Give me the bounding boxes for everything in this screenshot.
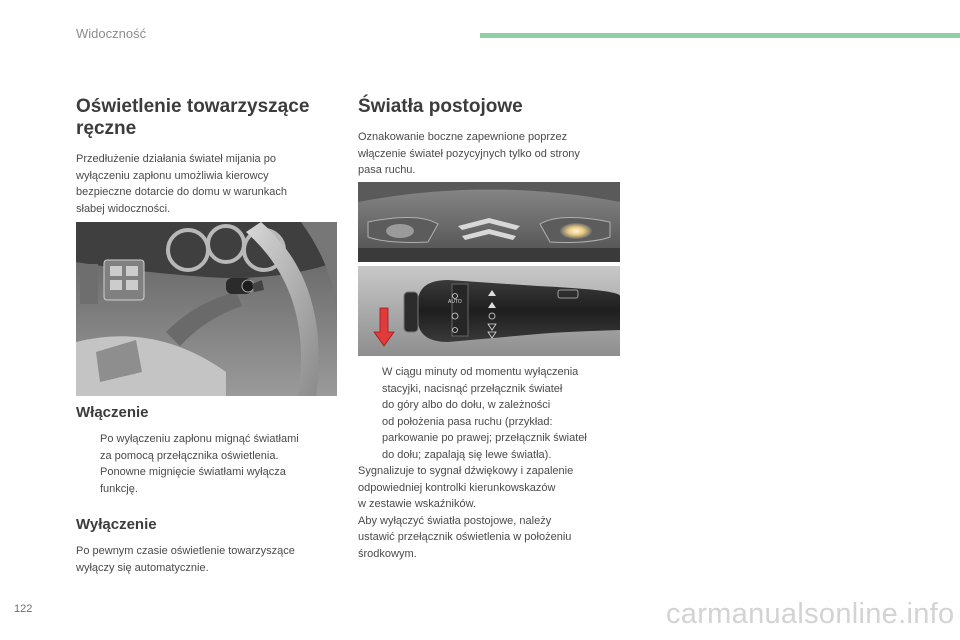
- dashboard-illustration: [76, 222, 337, 396]
- parking-lights-body: Sygnalizuje to sygnał dźwiękowy i zapalenie odpowiedniej kontrolki kierunkowskazów w zestawie wskaźników. Aby wyłączyć światła postojowe, należy ustawić przełącznik oświetlenia w położeniu środkowym.: [358, 465, 574, 560]
- activation-heading: Włączenie: [76, 404, 149, 421]
- lighting-stalk-illustration: [358, 266, 620, 356]
- parking-lights-title: Światła postojowe: [358, 96, 523, 117]
- companion-lighting-title-line2: ręczne: [76, 118, 137, 139]
- parking-lights-instructions: [358, 364, 622, 562]
- activation-section: [76, 404, 340, 497]
- companion-lighting-intro: Przedłużenie działania świateł mijania po wyłączeniu zapłonu umożliwia kierowcy bezpieczne dotarcie do domu w warunkach słabej widoczności.: [76, 153, 287, 215]
- header-accent-bar: [480, 33, 960, 38]
- deactivation-text: Po pewnym czasie oświetlenie towarzyszące wyłączy się automatycznie.: [76, 545, 295, 574]
- right-column: [358, 96, 622, 179]
- page-number: 122: [14, 603, 33, 615]
- section-title: Widoczność: [76, 26, 147, 41]
- parking-lights-bullet: W ciągu minuty od momentu wyłączenia stacyjki, nacisnąć przełącznik świateł do góry albo do dołu, w zależności od położenia pasa ruchu (przykład: parkowanie po prawej; przełącznik świateł do dołu; zapalają się lewe światła).: [382, 366, 587, 461]
- deactivation-section: [76, 516, 340, 576]
- activation-bullet-1: Po wyłączeniu zapłonu mignąć światłami za pomocą przełącznika oświetlenia.: [100, 433, 299, 462]
- deactivation-heading: Wyłączenie: [76, 516, 157, 533]
- companion-lighting-title: [76, 96, 340, 140]
- parking-lights-intro: Oznakowanie boczne zapewnione poprzez włączenie świateł pozycyjnych tylko od strony pasa ruchu.: [358, 131, 580, 176]
- lighting-stalk-drawing: [358, 266, 620, 356]
- left-column: [76, 96, 340, 217]
- activation-bullet-2: Ponowne mignięcie światłami wyłącza funkcję.: [100, 466, 286, 495]
- watermark: carmanualsonline.info: [666, 598, 955, 630]
- dashboard-drawing: [76, 222, 337, 396]
- companion-lighting-title-line1: Oświetlenie towarzyszące: [76, 96, 310, 117]
- car-front-drawing: [358, 182, 620, 262]
- stalk-auto-label: AUTO: [448, 299, 462, 305]
- car-front-illustration: [358, 182, 620, 262]
